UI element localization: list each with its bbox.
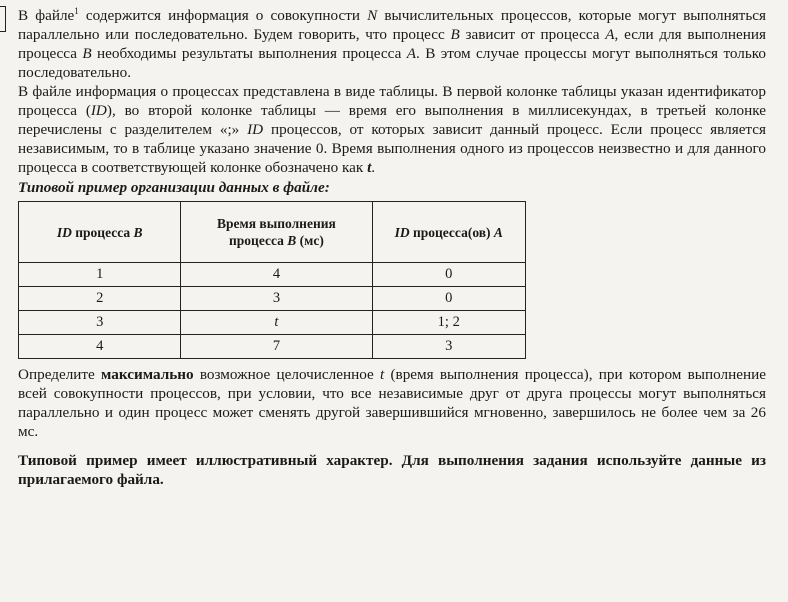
table-row: [19, 287, 526, 311]
table-row: [19, 335, 526, 359]
task-number-box: [0, 6, 6, 32]
cell-time: 4: [181, 263, 372, 287]
cell-time: t: [181, 311, 372, 335]
cell-time: 7: [181, 335, 372, 359]
header-process-a: ID процесса(ов) A: [372, 202, 526, 263]
footnote-mark: 1: [74, 5, 79, 16]
file-format-paragraph: В файле информация о процессах представлена в виде таблицы. В первой колонке таблицы указан идентификатор процесса (ID), во второй колонке таблицы — время его выполнения в миллисекундах, в третьей колонке перечислены с разделителем «;» ID процессов, от которых зависит данный процесс. Если процесс является независимым, то в таблице указано значение 0. Время выполнения одного из процессов неизвестно и для данного процесса в соответствующей колонке обозначено как t.: [18, 83, 766, 176]
cell-time: 3: [181, 287, 372, 311]
question-paragraph: Определите максимально возможное целочисленное t (время выполнения процесса), при котором выполнение всей совокупности процессов, при условии, что все независимые друг от друга процессы могут выполняться параллельно и один процесс может сменять другой завершившийся мгновенно, завершилось не более чем за 26 мс.: [18, 366, 766, 440]
table-caption: Типовой пример организации данных в файле:: [18, 179, 330, 196]
task-text: [18, 6, 766, 489]
note-paragraph: Типовой пример имеет иллюстративный характер. Для выполнения задания используйте данные из прилагаемого файла.: [18, 452, 766, 488]
cell-deps: 0: [372, 287, 526, 311]
header-process-b: ID процесса B: [19, 202, 181, 263]
table-row: [19, 263, 526, 287]
header-exec-time: Время выполнения процесса B (мс): [181, 202, 372, 263]
cell-id: 2: [19, 287, 181, 311]
cell-deps: 1; 2: [372, 311, 526, 335]
cell-id: 3: [19, 311, 181, 335]
cell-id: 1: [19, 263, 181, 287]
table-row: [19, 311, 526, 335]
process-table: [18, 201, 526, 359]
intro-paragraph: В файле$^1$ содержится информация о совокупности N вычислительных процессов, которые могут выполняться параллельно или последовательно. Будем говорить, что процесс B зависит от процесса A, если для выполнения процесса B необходимы результаты выполнения процесса A. В этом случае процессы могут выполняться только последовательно.: [18, 5, 766, 81]
table-header-row: [19, 202, 526, 263]
cell-id: 4: [19, 335, 181, 359]
cell-deps: 0: [372, 263, 526, 287]
cell-deps: 3: [372, 335, 526, 359]
